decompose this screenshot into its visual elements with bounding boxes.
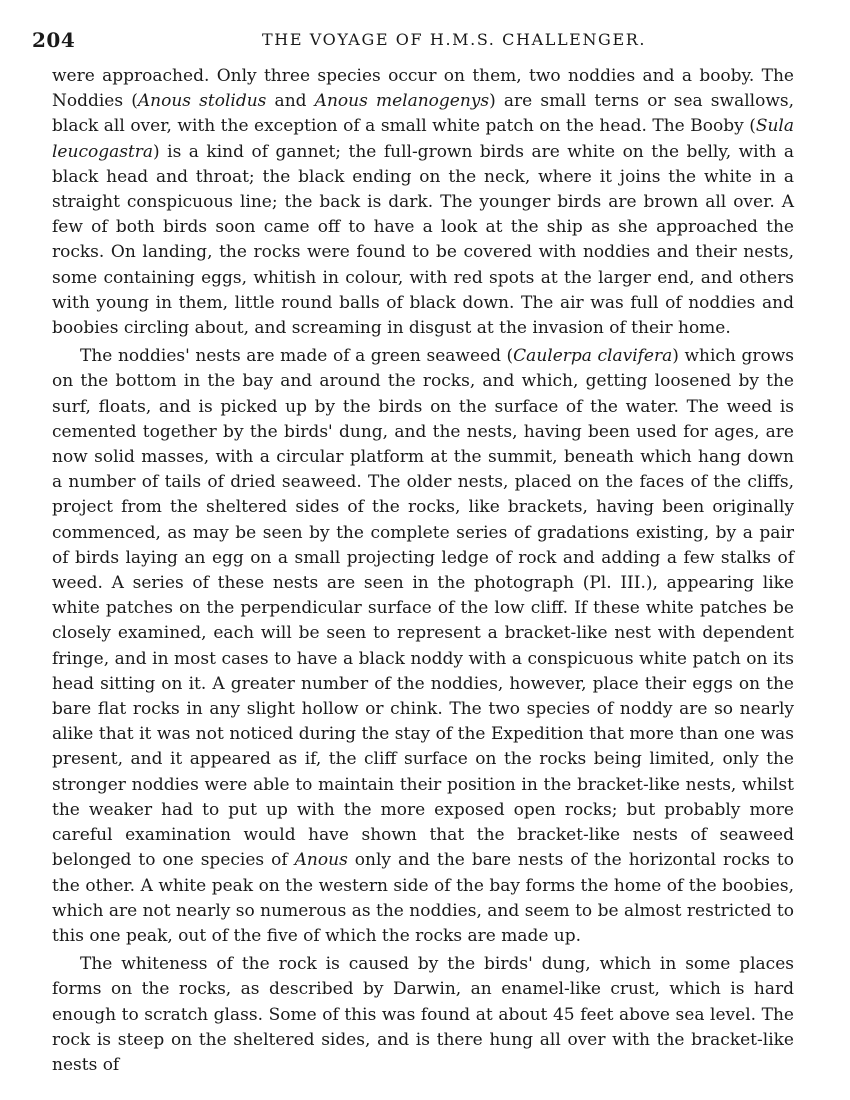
text-segment: ) are small terns or sea swallows, black all over, with the exception of a small white patch on the head. The Booby ( — [52, 91, 795, 137]
paragraph-nests — [52, 344, 794, 949]
paragraph-whiteness — [52, 952, 794, 1078]
species-name: Anous stolidus — [137, 91, 267, 112]
text-segment: ) which grows on the bottom in the bay and around the rocks, and which, getting loosened by the surf, floats, and is picked up by the birds on the surface of the water. The weed is cemented together by the birds' dung, and the nests, having been used for ages, are now solid masses, with a circular platform at the summit, beneath which hang down a number of tails of dried seaweed. The older nests, placed on the faces of the cliffs, project from the sheltered sides of the rocks, like brackets, having been originally commenced, as may be seen by the complete series of gradations existing, by a pair of birds laying an egg on a small projecting ledge of rock and adding a few stalks of weed. A series of these nests are seen in the photograph (Pl. III.), appearing like white patches on the perpendicular surface of the low cliff. If these white patches be closely examined, each will be seen to represent a bracket-like nest with dependent fringe, and in most cases to have a black noddy with a conspicuous white patch on its head sitting on it. A greater number of the noddies, however, place their eggs on the bare flat rocks in any slight hollow or chink. The two species of noddy are so nearly alike that it was not noticed during the stay of the Expedition that more than one was present, and it appeared as if, the cliff surface on the rocks being limited, only the stronger noddies were able to maintain their position in the bracket-like nests, whilst the weaker had to put up with the more exposed open rocks; but probably more careful examination would have shown that the bracket-like nests of seaweed belonged to one species of — [52, 346, 794, 871]
text-segment: ) is a kind of gannet; the full-grown birds are white on the belly, with a black head and throat; the black ending on the neck, where it joins the white in a straight conspicuous line; the back is dark. The younger birds are brown all over. A few of both birds soon came off to have a look at the ship as she approached the rocks. On landing, the rocks were found to be covered with noddies and their nests, some containing eggs, whitish in colour, with red spots at the larger end, and others with young in them, little round balls of black down. The air was full of noddies and boobies circling about, and screaming in disgust at the invasion of their home. — [52, 141, 794, 339]
text-segment: and — [266, 91, 315, 112]
body-text — [52, 64, 794, 1078]
page-header — [32, 28, 802, 58]
text-segment: only and the bare nests of the horizontal rocks to the other. A white peak on the western side of the bay forms the home of the boobies, which are not nearly so numerous as the noddies, and seem to be almost restricted to this one peak, out of the five of which the rocks are made up. — [52, 850, 794, 946]
genus-name: Anous — [294, 850, 348, 871]
running-title: THE VOYAGE OF H.M.S. CHALLENGER. — [262, 30, 647, 49]
species-name: Caulerpa clavifera — [513, 346, 673, 367]
species-name: Sula leucogastra — [52, 116, 794, 162]
text-segment: The noddies' nests are made of a green seaweed ( — [80, 346, 514, 367]
page-number: 204 — [32, 28, 76, 52]
text-segment: The whiteness of the rock is caused by the birds' dung, which in some places forms on the rocks, as described by Darwin, an enamel-like crust, which is hard enough to scratch glass. Some of this was found at about 45 feet above sea level. The rock is steep on the sheltered sides, and is there hung all over with the bracket-like nests of — [52, 954, 794, 1075]
species-name: Anous melanogenys — [314, 91, 490, 112]
paragraph-continued — [52, 64, 794, 341]
text-segment: were approached. Only three species occur on them, two noddies and a booby. The Noddies ( — [52, 66, 794, 112]
